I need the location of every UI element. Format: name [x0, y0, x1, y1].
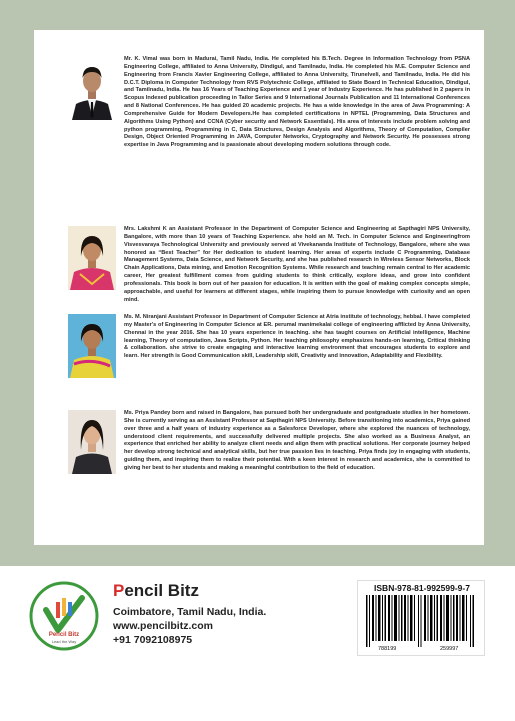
- author-photo-3: [68, 314, 116, 378]
- publisher-name: [113, 581, 199, 601]
- logo-text: Pencil Bitz: [48, 632, 80, 638]
- author-bio-text: Mrs. Lakshmi K an Assistant Professor in the Department of Computer Science and Engineering at Sapthagiri NPS University, Bangalore, with more than 10 years of Teaching Experience. she hold an M. Tech. in Computer Science and Engineeringfrom Visvesvaraya Technological University and previously served at Vivekananda Institute of Technology, Bangalore, where she was honored as “Best Teacher” for Her dedication to student learning. Her areas of experts include C Programming, Database Management Systems, Data Science, and Network Security, and she has published research in Wireless Sensor Networks, Block Chain Applications, Data mining, and Emotion Recognition Systems. While research and teaching remain central to Her academic career, Her greatest fulfillment comes from guiding students to think critically, explore ideas, and grow into confident professionals. This book is born out of her passion for education. It is written with the goal of making complex concepts simple, approachable, and useful for learners at different stages, while inspiring them to pursue knowledge with curiosity and an open mind.: [124, 226, 470, 303]
- author-bio-panel: [34, 30, 484, 545]
- isbn-label: ISBN-978-81-992599-9-7: [374, 583, 470, 593]
- author-bio-2: [68, 226, 470, 304]
- pencil-bitz-logo: [28, 580, 100, 652]
- publisher-footer: [0, 566, 515, 721]
- publisher-website-link[interactable]: www.pencilbitz.com: [113, 620, 213, 632]
- author-bio-text: Mr. K. Vimal was born in Madurai, Tamil Nadu, India. He completed his B.Tech. Degree in Information Technology from PSNA Engineering College, affiliated to Anna University, Dindigul, and Tamilnadu, India. He completed his M.E. Computer Science and Engineering from Francis Xavier Engineering College, affiliated to Anna University, Tirunelveli, and Tamilnadu, India. He did his D.C.T. Diploma in Computer Technology from RVS Polytechnic College, affiliated to State Board in Technical Education, Dindigul, and Tamilnadu, India. He has 16 Years of Teaching Experience and 1 year of Industry Experience. He has published in 2 papers in Scopus Indexed publication proceeding in Tailor Series and 9 International Journals Publication and 11 International Conferences and 8 National Conferences. He has guided 20 academic projects. He has a wide knowledge in the area of Java Programming: A Comprehensive Guide for Modern Developers.He has completed certifications in NPTEL (Programming, Data Structures and Algorithms Using Python) and CCNA (Cyber security and Network Essentials). His area of Interests include problem solving and python programming, Programming in C, Data Structures, Design Analysis and Algorithms, Theory of Computation, Compiler Design, Object Oriented Programming in JAVA, Computer Networks, Cryptography and Network Security. He possesses strong expertise in Java Programming and is passionate about developing modern solutions through code.: [124, 56, 470, 149]
- publisher-location: Coimbatore, Tamil Nadu, India.: [113, 606, 267, 618]
- author-bio-1: [68, 56, 470, 150]
- publisher-name-initial: P: [113, 581, 125, 600]
- author-bio-text: Ms. Priya Pandey born and raised in Bangalore, has pursued both her undergraduate and postgraduate studies in her hometown. She is currently serving as an Assistant Professor at Sapthagiri NPS University. Before transitioning into academics, Priya gained over three and a half years of industry experience as a Salesforce Developer, where she explored the nuances of technology, understood client requirements, and successfully delivered multiple projects. She also worked as a Business Analyst, an experience that enriched her ability to analyze client needs and align them with practical solutions. Her corporate journey helped her develop strong technical and analytical skills, but her true passion lies in teaching. Priya finds joy in engaging with students, guiding them, and inspiring them to realize their potential. With a keen interest in research and academics, she is committed to giving her best to her students and making a meaningful contribution to the field of education.: [124, 410, 470, 471]
- barcode-right-digits: 259997: [440, 646, 459, 652]
- author-photo-4: [68, 410, 116, 474]
- barcode-left-digits: 788199: [378, 646, 397, 652]
- publisher-name-rest: encil Bitz: [124, 581, 199, 600]
- author-bio-3: [68, 314, 470, 378]
- author-photo-1: [68, 56, 116, 120]
- publisher-phone: +91 7092108975: [113, 634, 193, 646]
- author-bio-text: Ms. M. Niranjani Assistant Professor in Department of Computer Science at Atria institute of technology, hebbal. I have completed my Master's of Engineering in Computer Science at ER. perumal manimekalai college of engineering afflicted by Anna University, Chennai in the year 2016. She has 10 years experience in teaching. she has taught courses on Artificial intelligence, Machine learning, Theory of computation, Java Scripts, Python. Her teaching philosophy emphasizes hands-on learning, Critical thinking & collaboration. she strive to create engaging and interactive learning environment that encourages students to explore and learn. Her strength is Good Communication skill, Leadership skill, Creativity and innovation, Adaptability and Flexibility.: [124, 314, 470, 360]
- author-bio-4: [68, 410, 470, 474]
- isbn-barcode: [357, 580, 485, 656]
- logo-tagline: Lead the Way: [51, 639, 77, 644]
- author-photo-2: [68, 226, 116, 290]
- barcode-bars: [364, 595, 480, 647]
